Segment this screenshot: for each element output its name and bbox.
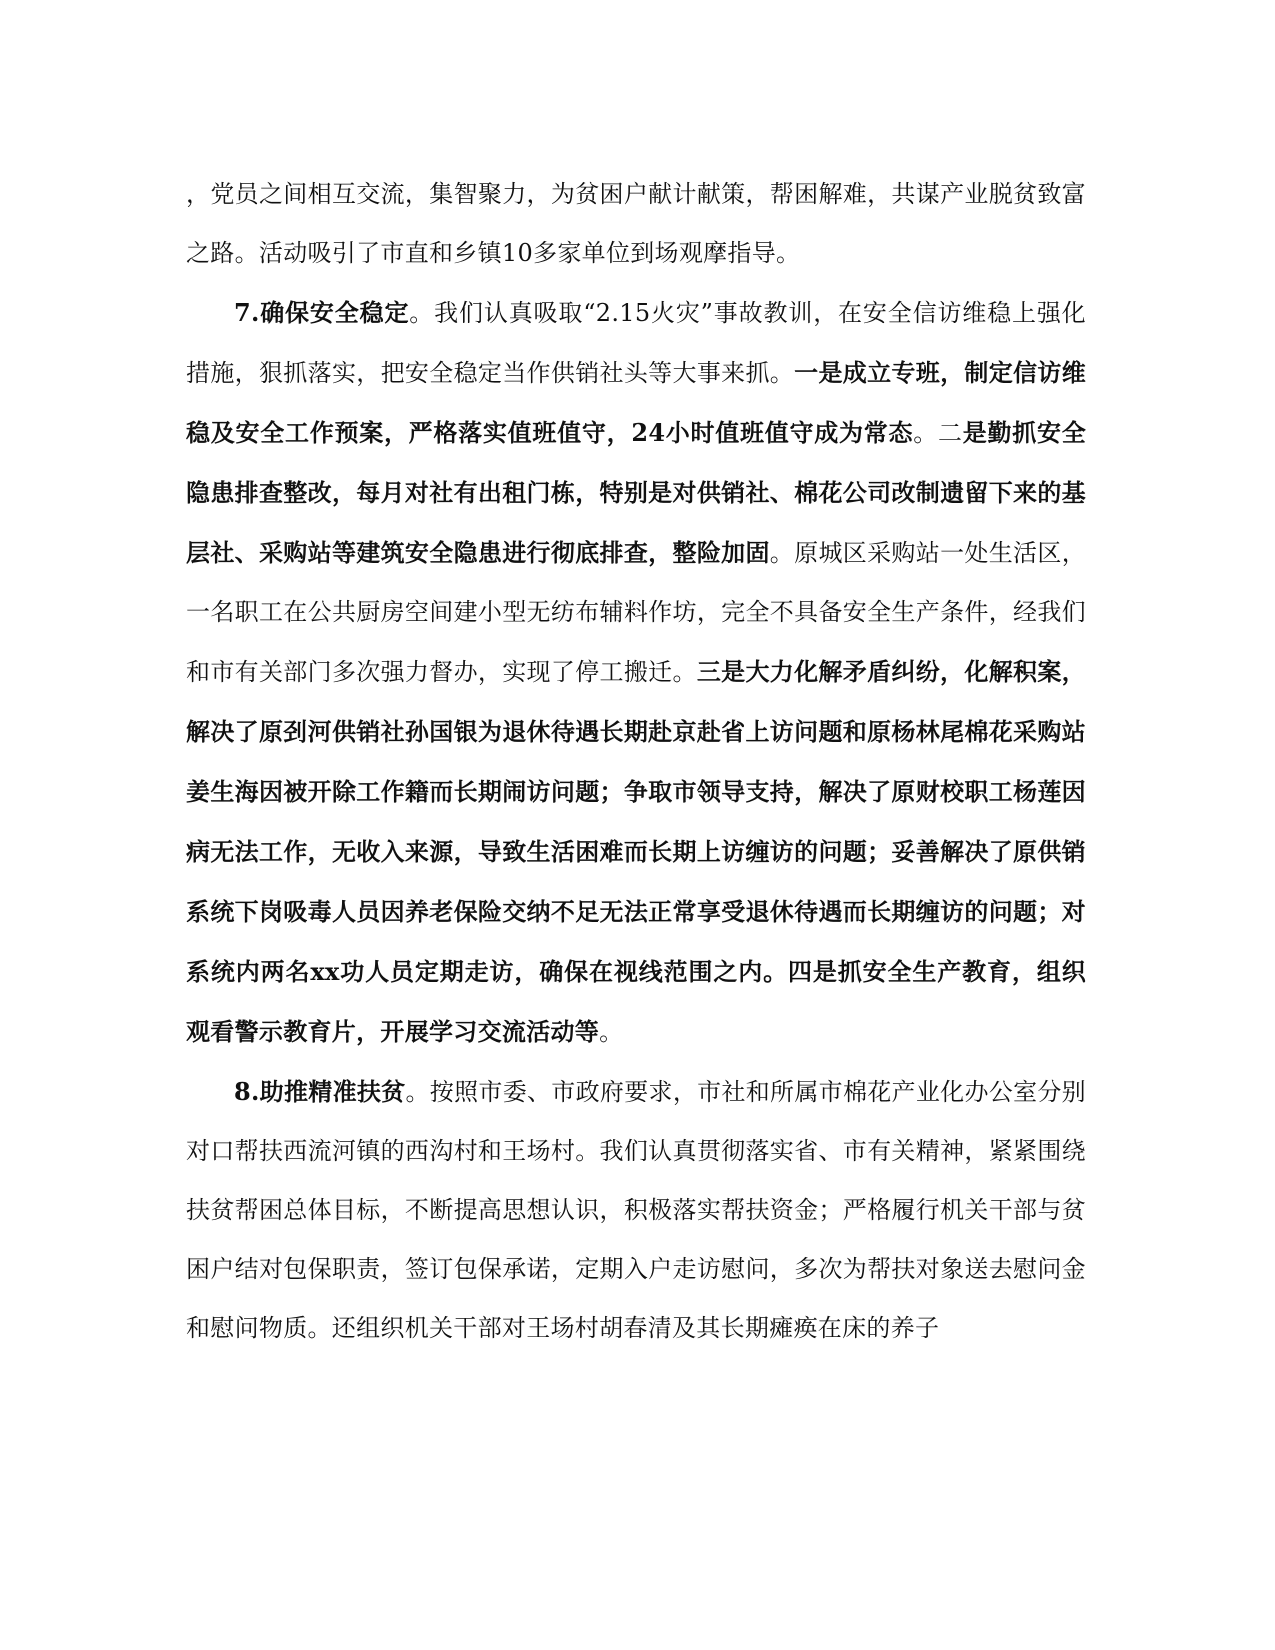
section-heading-8: 8.助推精准扶贫 (234, 1077, 406, 1106)
paragraph-text: 。 (599, 1018, 624, 1046)
paragraph-text: 。原城区采购站一处生活区，一名职工在公共厨房空间建小型无纺布辅料作坊，完全不具备安全生产条件，经我们和市有关部门多次强力督办，实现了停工搬迁。 (186, 539, 1086, 686)
paragraph-poverty-alleviation (186, 1062, 1086, 1358)
paragraph-text: 。二 (913, 419, 963, 447)
paragraph-continuation (186, 165, 1086, 283)
point-three-four-text: 三是大力化解矛盾纠纷，化解积案，解决了原刭河供销社孙国银为退休待遇长期赴京赴省上访问题和原杨林尾棉花采购站姜生海因被开除工作籍而长期闹访问题；争取市领导支持，解决了原财校职工杨莲因病无法工作，无收入来源，导致生活困难而长期上访缠访的问题；妥善解决了原供销系统下岗吸毒人员因养老保险交纳不足无法正常享受退休待遇而长期缠访的问题；对系统内两名xx功人员定期走访，确保在视线范围之内。四是抓安全生产教育，组织观看警示教育片，开展学习交流活动等 (186, 657, 1086, 1046)
point-one-text: 一是成立专班，制定信访维稳及安全工作预案，严格落实值班值守，24小时值班值守成为常态 (186, 358, 1086, 447)
document-body (186, 165, 1086, 1358)
paragraph-security-stability (186, 283, 1086, 1062)
section-heading-7: 7.确保安全稳定 (234, 298, 410, 327)
point-two-text: 是勤抓安全隐患排查整改，每月对社有出租门栋，特别是对供销社、棉花公司改制遗留下来的基层社、采购站等建筑安全隐患进行彻底排查，整险加固 (186, 418, 1087, 567)
paragraph-intro: 。我们认真吸取“2.15火灾”事故教训，在安全信访维稳上强化措施，狠抓落实，把安全稳定当作供销社头等大事来抓。 (186, 299, 1086, 387)
paragraph-text: ，党员之间相互交流，集智聚力，为贫困户献计献策，帮困解难，共谋产业脱贫致富之路。活动吸引了市直和乡镇10多家单位到场观摩指导。 (186, 180, 1086, 267)
paragraph-intro: 。按照市委、市政府要求，市社和所属市棉花产业化办公室分别对口帮扶西流河镇的西沟村和王场村。我们认真贯彻落实省、市有关精神，紧紧围绕扶贫帮困总体目标，不断提高思想认识，积极落实帮扶资金；严格履行机关干部与贫困户结对包保职责，签订包保承诺，定期入户走访慰问，多次为帮扶对象送去慰问金和慰问物质。还组织机关干部对王场村胡春清及其长期瘫痪在床的养子 (186, 1078, 1086, 1342)
